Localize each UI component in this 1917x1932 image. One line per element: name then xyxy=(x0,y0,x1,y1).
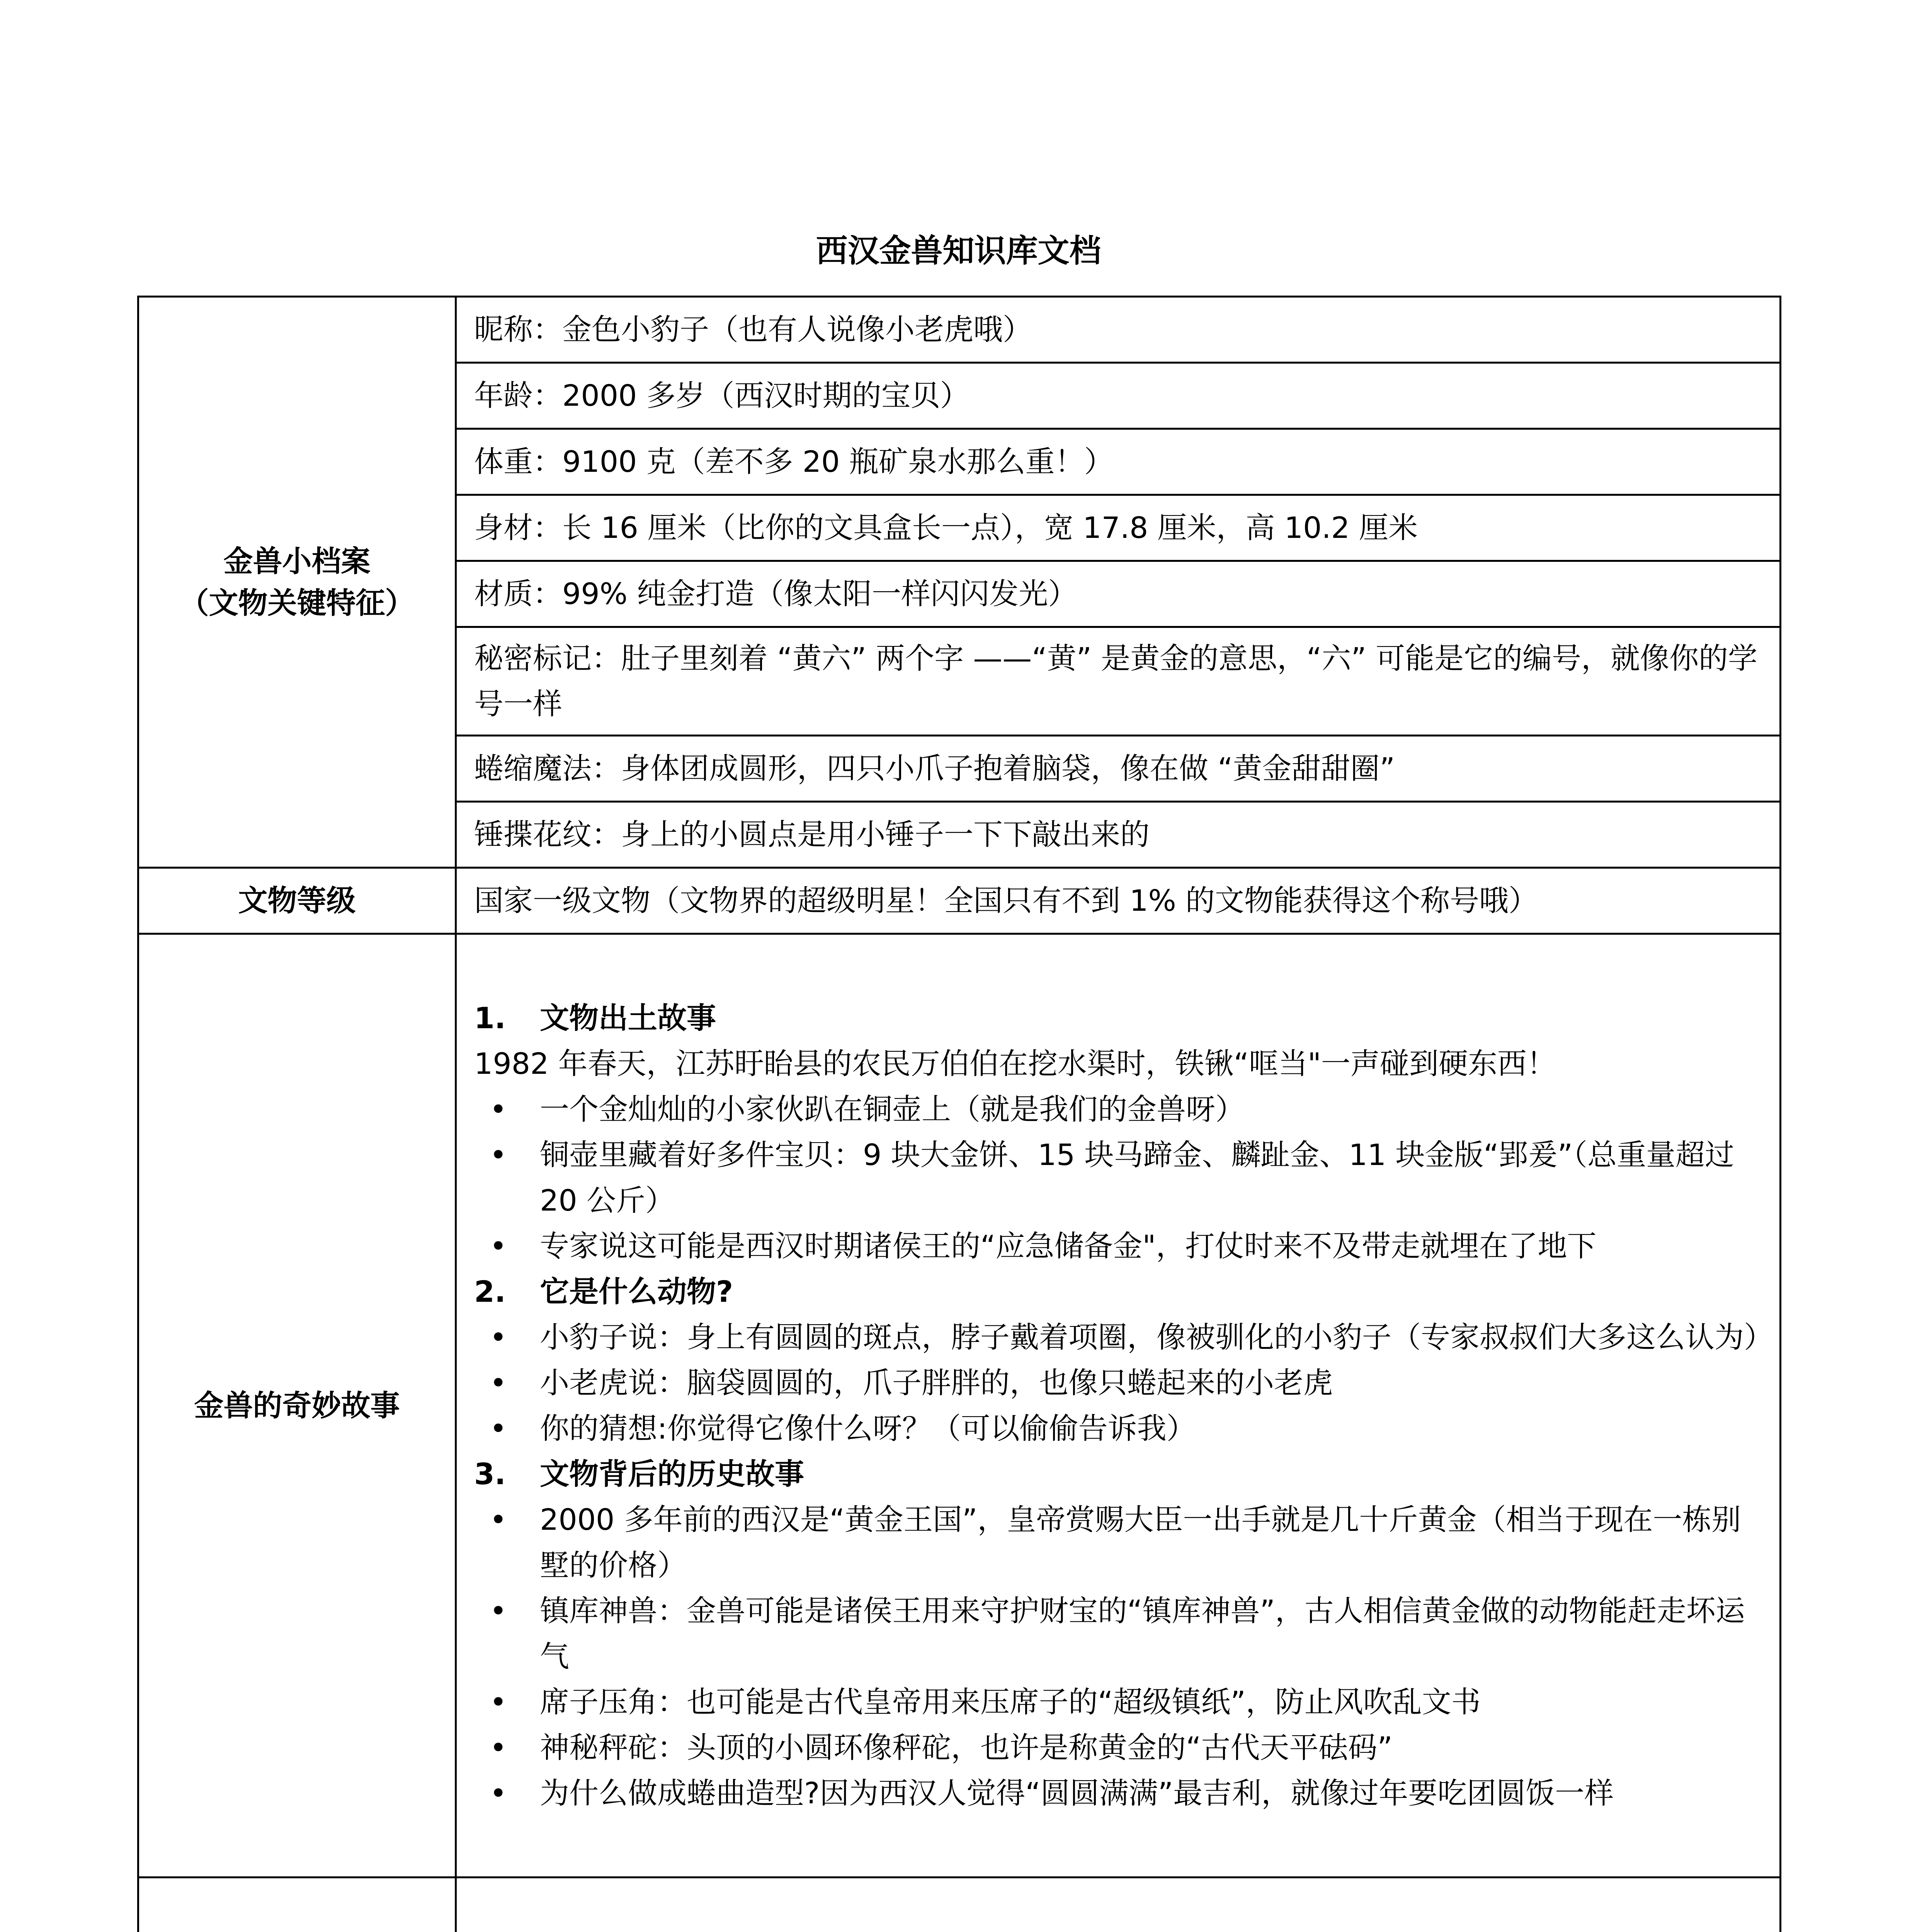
grade-value: 国家一级文物（文物界的超级明星！全国只有不到 1% 的文物能获得这个称号哦） xyxy=(456,868,1781,934)
profile-row-age: 年龄：2000 多岁（西汉时期的宝贝） xyxy=(456,363,1781,429)
story-heading-3: 3. 文物背后的历史故事 xyxy=(474,1456,804,1491)
profile-row-pattern: 锤揲花纹：身上的小圆点是用小锤子一下下敲出来的 xyxy=(456,802,1781,868)
list-item: • 镇库神兽：金兽可能是诸侯王用来守护财宝的“镇库神兽”，古人相信黄金做的动物能赶走坏运气 xyxy=(490,1593,1745,1673)
profile-label-cell xyxy=(138,297,456,868)
profile-row-weight: 体重：9100 克（差不多 20 瓶矿泉水那么重！） xyxy=(456,429,1781,495)
story-cell xyxy=(456,934,1781,1878)
list-item: • 小老虎说：脑袋圆圆的，爪子胖胖的，也像只蜷起来的小老虎 xyxy=(490,1365,1333,1400)
story-heading-2: 2. 它是什么动物? xyxy=(474,1274,733,1309)
profile-row-nickname: 昵称：金色小豹子（也有人说像小老虎哦） xyxy=(456,297,1781,363)
story-intro: 1982 年春天，江苏盱眙县的农民万伯伯在挖水渠时，铁锹“哐当"一声碰到硬东西！ xyxy=(474,1046,1556,1081)
story-label: 金兽的奇妙故事 xyxy=(138,934,456,1878)
list-item: • 席子压角：也可能是古代皇帝用来压席子的“超级镇纸”，防止风吹乱文书 xyxy=(490,1684,1481,1719)
grade-label: 文物等级 xyxy=(138,868,456,934)
profile-sublabel: （文物关键特征） xyxy=(179,585,415,620)
qa-label xyxy=(138,1878,456,1932)
list-item: • 小豹子说：身上有圆圆的斑点，脖子戴着项圈，像被驯化的小豹子（专家叔叔们大多这么认为） xyxy=(490,1320,1773,1354)
qa-cell xyxy=(456,1878,1781,1932)
list-item: • 神秘秤砣：头顶的小圆环像秤砣，也许是称黄金的“古代天平砝码” xyxy=(490,1730,1393,1765)
list-item: • 2000 多年前的西汉是“黄金王国”，皇帝赏赐大臣一出手就是几十斤黄金（相当于现在一栋别墅的价格） xyxy=(490,1502,1741,1582)
list-item: • 你的猜想:你觉得它像什么呀？（可以偷偷告诉我） xyxy=(490,1411,1196,1446)
list-item: • 铜壶里藏着好多件宝贝：9 块大金饼、15 块马蹄金、麟趾金、11 块金版“郢爰”（总重量超过 20 公斤） xyxy=(490,1137,1734,1218)
list-item: • 一个金灿灿的小家伙趴在铜壶上（就是我们的金兽呀） xyxy=(490,1092,1245,1126)
profile-label: 金兽小档案 xyxy=(223,544,371,578)
list-item: • 为什么做成蜷曲造型?因为西汉人觉得“圆圆满满”最吉利，就像过年要吃团圆饭一样 xyxy=(490,1776,1614,1810)
document-title: 西汉金兽知识库文档 xyxy=(816,233,1101,269)
knowledge-table xyxy=(137,296,1781,1932)
profile-row-secret-mark: 秘密标记：肚子里刻着 “黄六” 两个字 ——“黄” 是黄金的意思，“六” 可能是它的编号，就像你的学号一样 xyxy=(456,627,1781,736)
profile-row-curl: 蜷缩魔法：身体团成圆形，四只小爪子抱着脑袋，像在做 “黄金甜甜圈” xyxy=(456,736,1781,802)
list-item: • 专家说这可能是西汉时期诸侯王的“应急储备金"，打仗时来不及带走就埋在了地下 xyxy=(490,1228,1597,1263)
story-heading-1: 1. 文物出土故事 xyxy=(474,1000,716,1035)
profile-row-size: 身材：长 16 厘米（比你的文具盒长一点），宽 17.8 厘米，高 10.2 厘米 xyxy=(456,495,1781,561)
profile-row-material: 材质：99% 纯金打造（像太阳一样闪闪发光） xyxy=(456,561,1781,627)
